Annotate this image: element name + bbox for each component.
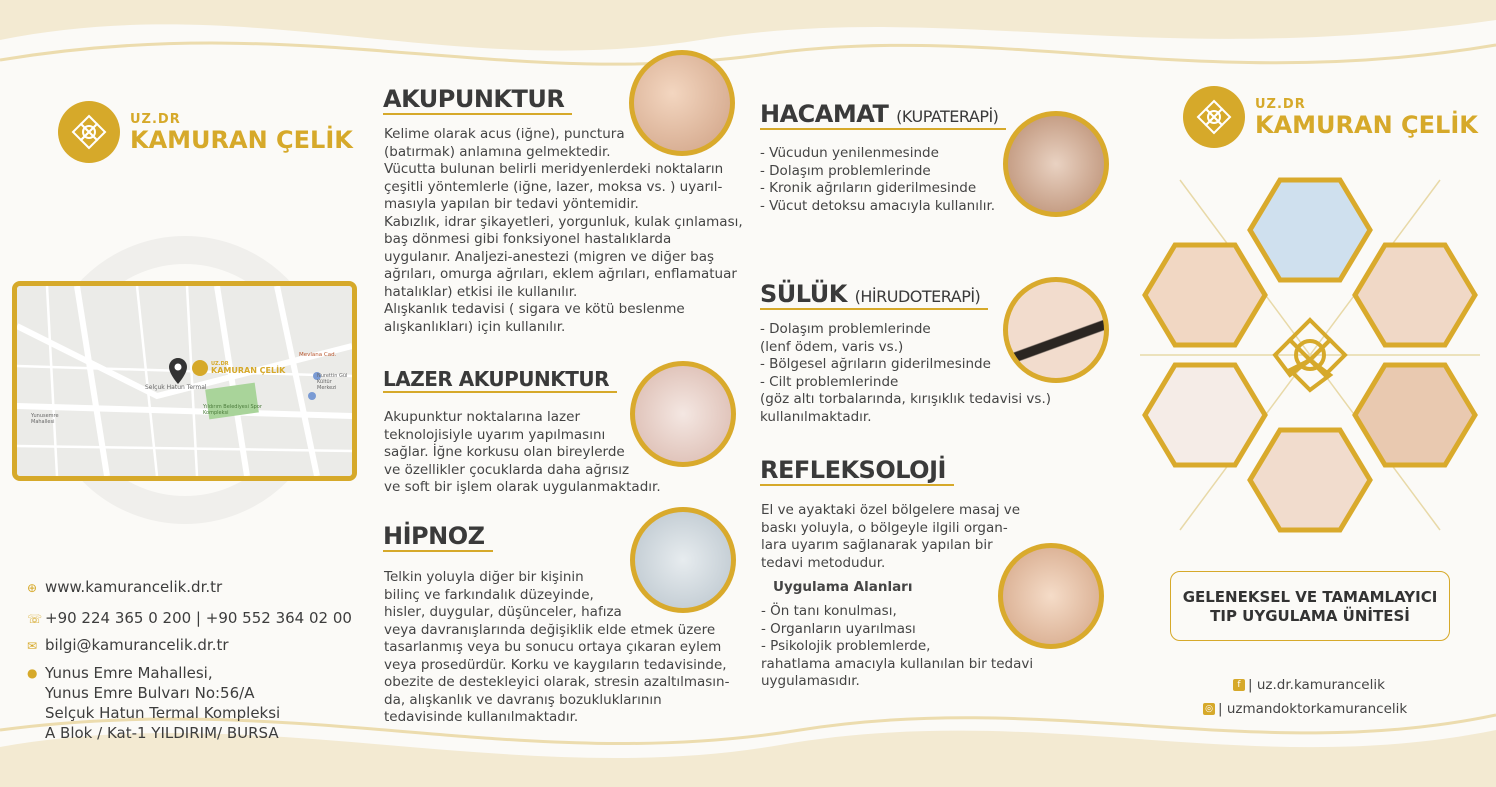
contact-phone-text[interactable]: +90 224 365 0 200 | +90 552 364 02 00 — [45, 609, 352, 627]
hipnoz-title: HİPNOZ — [383, 522, 493, 552]
facebook-handle[interactable]: | uz.dr.kamurancelik — [1248, 677, 1385, 693]
suluk-subtitle: (HİRUDOTERAPİ) — [854, 287, 981, 306]
map-street-label: Yunusemre Mahallesi — [31, 413, 59, 425]
brand-emblem-icon — [1183, 86, 1245, 148]
unit-title-line2: TIP UYGULAMA ÜNİTESİ — [1210, 607, 1410, 625]
hex-photo — [1355, 245, 1475, 345]
instagram-icon: ◎ — [1203, 703, 1215, 715]
contact-email-text[interactable]: bilgi@kamurancelik.dr.tr — [45, 636, 229, 654]
map-brand-big: KAMURAN ÇELİK — [211, 365, 286, 375]
lazer-title: LAZER AKUPUNKTUR — [383, 367, 617, 393]
hacamat-title — [760, 100, 1006, 130]
contact-email[interactable] — [27, 635, 229, 656]
contact-web[interactable] — [27, 577, 222, 598]
hex-photo — [1355, 365, 1475, 465]
lazer-text: Akupunktur noktalarına lazer teknolojisiyle uyarım yapılmasını sağlar. İğne korkusu olan bireylerde ve özellikler çocuklarda daha ağrısız ve soft bir işlem olarak uygulanmaktadır. — [384, 409, 661, 495]
akupunktur-text: Kelime olarak acus (iğne), punctura (batırmak) anlamına gelmektedir. Vücutta bulunan belirli meridyenlerdeki noktaların çeşitli yöntemlerle (iğne, lazer, moksa vs. ) uyarıl- masıyla yapılan bir tedavi yöntemidir. Kabızlık, idrar şikayetleri, yorgunluk, kulak çınlaması, baş dönmesi gibi fonksiyonel hastalıklarda uygulanır. Analjezi-anestezi (migren ve diğer baş ağrıları, omurga ağrıları, eklem ağrıları, enflamatuar hatalıklar) etkisi ile kullanılır. Alışkanlık tedavisi ( sigara ve kötü beslenme alışkanlıkları) için kullanılır. — [384, 126, 743, 335]
hacamat-subtitle: (KUPATERAPİ) — [896, 107, 999, 126]
address-line: Selçuk Hatun Termal Kompleksi — [45, 704, 281, 722]
refleksoloji-title: REFLEKSOLOJİ — [760, 456, 954, 486]
akupunktur-photo — [629, 50, 735, 156]
contact-web-text[interactable]: www.kamurancelik.dr.tr — [45, 578, 223, 596]
social-facebook[interactable] — [1233, 677, 1385, 693]
contact-address — [27, 663, 280, 743]
hacamat-photo — [1003, 111, 1109, 217]
akupunktur-title: AKUPUNKTUR — [383, 85, 572, 115]
globe-icon: ⊕ — [27, 581, 38, 595]
map-street-label: Mevlana Cad. — [299, 352, 337, 358]
suluk-title — [760, 280, 988, 310]
instagram-handle[interactable]: | uzmandoktorkamurancelik — [1218, 701, 1408, 717]
hex-photo — [1250, 180, 1370, 280]
address-line: Yunus Emre Mahallesi, — [45, 664, 213, 682]
hexagon-photo-collage — [1140, 175, 1480, 535]
map-street-label: Nurettin Gül Kültür Merkezi — [317, 373, 348, 391]
suluk-photo — [1003, 277, 1109, 383]
mail-icon: ✉ — [27, 639, 38, 653]
hex-photo — [1250, 430, 1370, 530]
address-line: A Blok / Kat-1 YILDIRIM/ BURSA — [45, 724, 279, 742]
map-brand-label — [192, 360, 285, 376]
refleksoloji-photo — [998, 543, 1104, 649]
unit-title-box — [1170, 571, 1450, 641]
facebook-icon: f — [1233, 679, 1245, 691]
hacamat-title-text: HACAMAT — [760, 100, 889, 128]
map-street-label: Selçuk Hatun Termal — [145, 384, 207, 391]
map-brand-emblem-icon — [192, 360, 208, 376]
hex-photo — [1145, 245, 1265, 345]
brand-logo-right — [1183, 86, 1478, 148]
contact-phone[interactable] — [27, 608, 352, 629]
hex-photo — [1145, 365, 1265, 465]
brand-title-small: UZ.DR — [1255, 96, 1306, 112]
refleksoloji-text: El ve ayaktaki özel bölgelere masaj ve baskı yoluyla, o bölgeyle ilgili organ- lara uyarım sağlanarak yapılan bir tedavi metodudur. — [761, 502, 1021, 571]
lazer-photo — [630, 361, 736, 467]
brand-title-big: KAMURAN ÇELİK — [1255, 110, 1478, 139]
hipnoz-text: Telkin yoluyla diğer bir kişinin bilinç ve farkındalık düzeyinde, hisler, duygular, düşünceler, hafıza veya davranışlarında değişiklik elde etmek üzere tasarlanmış veya bu sonucu ortaya çıkaran eylem veya prosedürdür. Korku ve kaygıların tedavisinde, obezite de destekleyici olarak, stresin azaltılmasın- da, alışkanlık ve davranış bozukluklarının tedavisinde kullanılmaktadır. — [384, 569, 730, 725]
refleksoloji-areas-title: Uygulama Alanları — [773, 579, 913, 595]
location-pin-icon: ● — [27, 666, 38, 680]
brand-title-big: KAMURAN ÇELİK — [130, 125, 353, 154]
unit-title-line1: GELENEKSEL VE TAMAMLAYICI — [1182, 588, 1438, 606]
map-street-label: Yıldırım Belediyesi Spor Kompleksi — [203, 404, 262, 416]
location-map[interactable] — [12, 281, 357, 481]
brand-emblem-icon — [58, 101, 120, 163]
hipnoz-photo — [630, 507, 736, 613]
address-line: Yunus Emre Bulvarı No:56/A — [45, 684, 255, 702]
social-instagram[interactable] — [1203, 701, 1407, 717]
hacamat-text: - Vücudun yenilenmesinde - Dolaşım problemlerinde - Kronik ağrıların giderilmesinde - Vücut detoksu amacıyla kullanılır. — [760, 145, 996, 214]
refleksoloji-areas-text: - Ön tanı konulması, - Organların uyarılması - Psikolojik problemlerde, rahatlama amacıyla kullanılan bir tedavi uygulamasıdır. — [761, 603, 1034, 689]
phone-icon: ☏ — [27, 612, 43, 626]
brand-title-small: UZ.DR — [130, 111, 181, 127]
brand-logo-left — [58, 101, 353, 163]
suluk-text: - Dolaşım problemlerinde (lenf ödem, varis vs.) - Bölgesel ağrıların giderilmesinde - Cilt problemlerinde (göz altı torbalarında, kırışıklık tedavisi vs.) kullanılmaktadır. — [760, 321, 1052, 425]
map-brand-small: UZ.DR — [211, 360, 229, 367]
suluk-title-text: SÜLÜK — [760, 280, 847, 308]
